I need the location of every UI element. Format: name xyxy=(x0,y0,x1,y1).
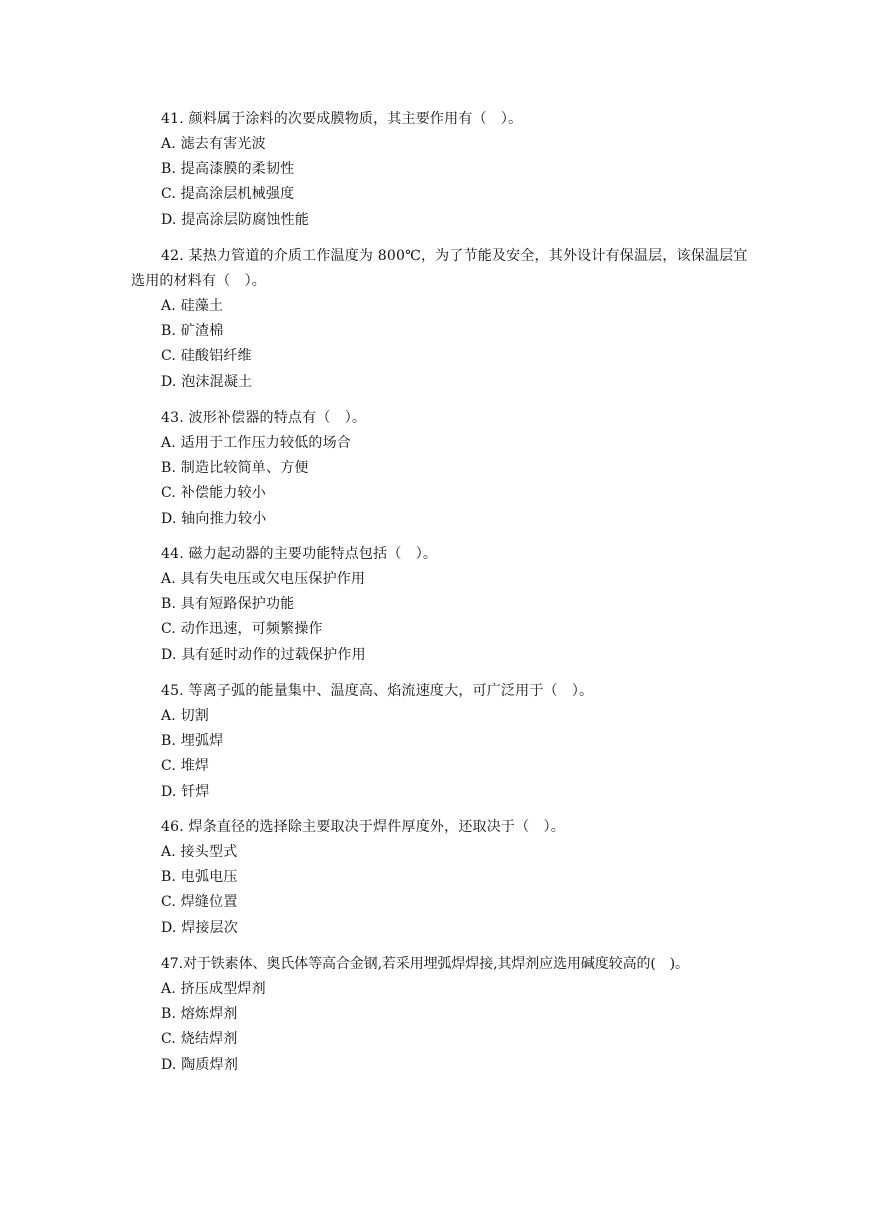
question-stem: 42. 某热力管道的介质工作温度为 800℃，为了节能及安全，其外设计有保温层，该保温层宜选用的材料有（ ）。 xyxy=(131,248,748,289)
question-stem: 47.对于铁素体、奥氏体等高合金钢,若采用埋弧焊焊接,其焊剂应选用碱度较高的( )。 xyxy=(161,956,689,972)
option-a: A. 挤压成型焊剂 xyxy=(161,981,266,997)
question-42 xyxy=(131,244,751,395)
question-stem: 41. 颜料属于涂料的次要成膜物质，其主要作用有（ ）。 xyxy=(161,111,523,127)
question-47 xyxy=(131,952,751,1078)
question-45 xyxy=(131,679,751,805)
option-a: A. 切割 xyxy=(161,708,210,724)
option-a: A. 具有失电压或欠电压保护作用 xyxy=(161,571,366,587)
option-d: D. 提高涂层防腐蚀性能 xyxy=(161,211,310,228)
question-43 xyxy=(131,406,751,532)
question-stem: 45. 等离子弧的能量集中、温度高、焰流速度大，可广泛用于（ ）。 xyxy=(161,683,594,699)
option-c: C. 补偿能力较小 xyxy=(161,485,266,502)
option-a: A. 适用于工作压力较低的场合 xyxy=(161,435,352,451)
option-c: C. 硅酸铝纤维 xyxy=(161,348,252,365)
option-d: D. 具有延时动作的过载保护作用 xyxy=(161,646,366,663)
option-c: C. 提高涂层机械强度 xyxy=(161,186,295,203)
option-d: D. 泡沫混凝土 xyxy=(161,373,253,390)
question-46 xyxy=(131,815,751,941)
option-b: B. 具有短路保护功能 xyxy=(161,596,295,613)
option-b: B. 电弧电压 xyxy=(161,869,238,886)
question-41 xyxy=(131,107,751,233)
option-c: C. 动作迅速，可频繁操作 xyxy=(161,621,323,638)
option-d: D. 轴向推力较小 xyxy=(161,510,267,527)
question-44 xyxy=(131,542,751,668)
option-b: B. 制造比较简单、方便 xyxy=(161,460,309,477)
option-a: A. 滤去有害光波 xyxy=(161,136,266,152)
option-b: B. 矿渣棉 xyxy=(161,323,224,340)
option-a: A. 接头型式 xyxy=(161,844,238,860)
option-b: B. 熔炼焊剂 xyxy=(161,1006,238,1023)
question-stem: 43. 波形补偿器的特点有（ ）。 xyxy=(161,410,367,426)
option-c: C. 烧结焊剂 xyxy=(161,1031,238,1048)
question-stem: 46. 焊条直径的选择除主要取决于焊件厚度外，还取决于（ ）。 xyxy=(161,819,565,835)
option-c: C. 堆焊 xyxy=(161,758,210,775)
option-b: B. 提高漆膜的柔韧性 xyxy=(161,161,295,178)
option-b: B. 埋弧焊 xyxy=(161,733,224,750)
option-a: A. 硅藻土 xyxy=(161,298,224,314)
option-d: D. 陶质焊剂 xyxy=(161,1056,239,1073)
question-stem: 44. 磁力起动器的主要功能特点包括（ ）。 xyxy=(161,546,438,562)
option-c: C. 焊缝位置 xyxy=(161,894,238,911)
option-d: D. 钎焊 xyxy=(161,783,210,800)
option-d: D. 焊接层次 xyxy=(161,919,239,936)
